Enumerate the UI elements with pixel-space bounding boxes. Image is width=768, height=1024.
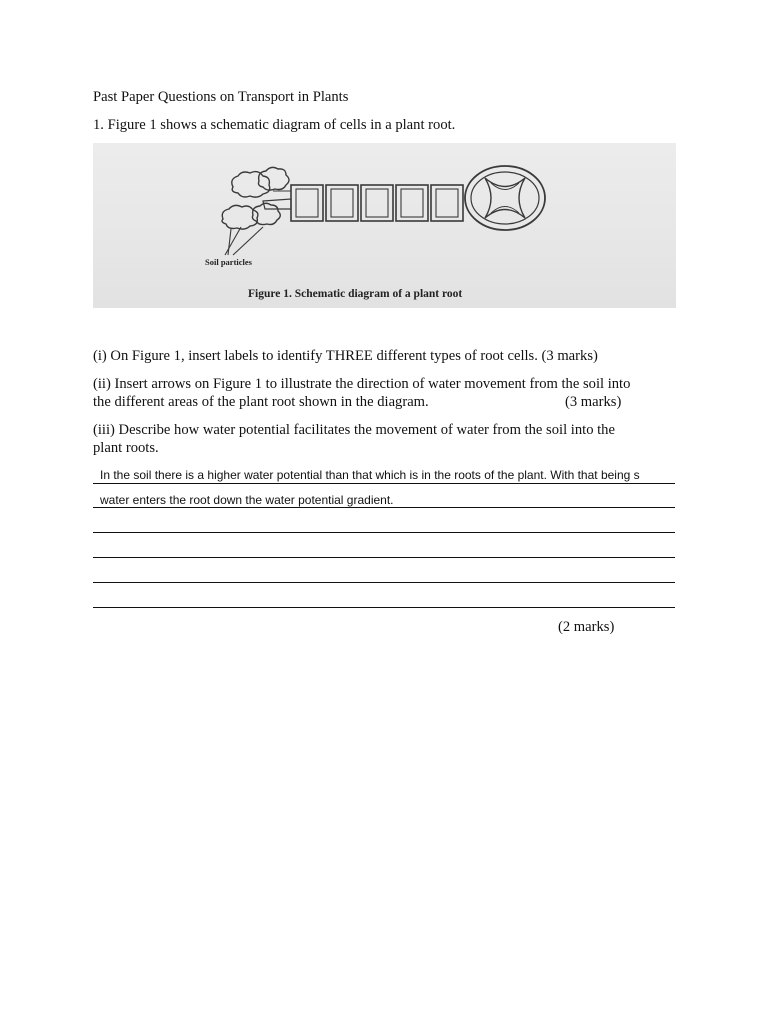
question-part-iii-line2: plant roots.: [93, 440, 159, 456]
soil-particle-upper-left: [232, 172, 270, 198]
soil-particle-lower-right: [252, 203, 280, 224]
question-intro: 1. Figure 1 shows a schematic diagram of cells in a plant root.: [93, 117, 456, 133]
vascular-cylinder: [465, 166, 545, 230]
answer-rule-1: [93, 483, 675, 484]
answer-rule-2: [93, 507, 675, 508]
question-part-ii-marks: (3 marks): [565, 394, 622, 410]
cortex-cell-row: [291, 185, 463, 221]
answer-line-1-text-box[interactable]: [93, 467, 680, 483]
page-heading: Past Paper Questions on Transport in Plants: [93, 89, 349, 105]
answer-rule-4[interactable]: [93, 557, 675, 558]
question-part-i: (i) On Figure 1, insert labels to identify THREE different types of root cells. (3 marks): [93, 348, 598, 364]
question-part-iii-marks: (2 marks): [558, 619, 615, 635]
figure-caption: Figure 1. Schematic diagram of a plant root: [248, 288, 463, 300]
question-part-ii-line1: (ii) Insert arrows on Figure 1 to illustrate the direction of water movement from the soil into: [93, 376, 631, 392]
answer-rule-3[interactable]: [93, 532, 675, 533]
answer-rule-5[interactable]: [93, 582, 675, 583]
soil-particles-label: Soil particles: [205, 257, 252, 267]
soil-particle-upper-right: [259, 167, 290, 190]
question-part-ii-line2: the different areas of the plant root shown in the diagram.: [93, 394, 429, 410]
answer-text-line-1: In the soil there is a higher water potential than that which is in the roots of the plant. With that being s: [100, 468, 640, 482]
figure-1-image: [93, 143, 676, 308]
question-part-iii-line1: (iii) Describe how water potential facilitates the movement of water from the soil into the: [93, 422, 615, 438]
answer-rule-6[interactable]: [93, 607, 675, 608]
answer-text-line-2[interactable]: water enters the root down the water potential gradient.: [100, 493, 394, 507]
